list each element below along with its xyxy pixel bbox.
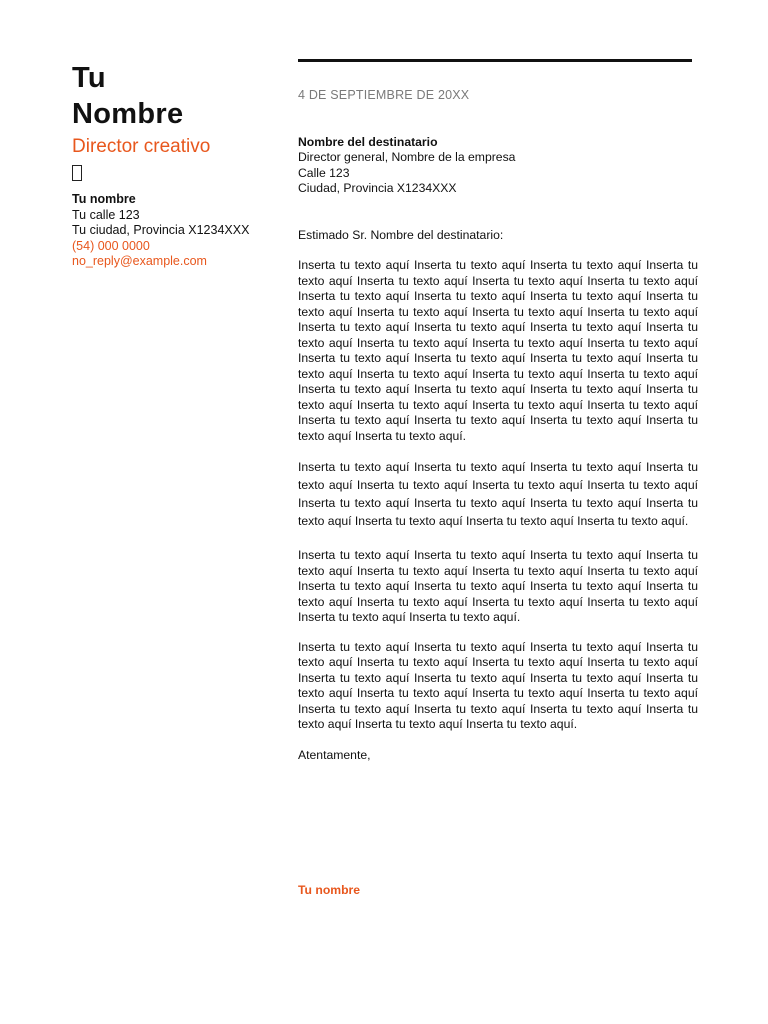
placeholder-glyph-icon (72, 162, 86, 184)
letter-paragraph-4: Inserta tu texto aquí Inserta tu texto aquí Inserta tu texto aquí Inserta tu texto aquí Inserta tu texto aquí Inserta tu texto aquí Inserta tu texto aquí Inserta tu texto aquí Inserta tu texto aquí Inserta tu texto aquí Inserta tu texto aquí Inserta tu texto aquí Inserta tu texto aquí Inserta tu texto aquí Inserta tu texto aquí Inserta tu texto aquí Inserta tu texto aquí Inserta tu texto aquí Inserta tu texto aquí Inserta tu texto aquí. (298, 639, 698, 731)
sender-name-line2: Nombre (72, 98, 184, 130)
sender-column (72, 60, 272, 270)
sender-name-line1: Tu (72, 62, 106, 94)
sender-email-link[interactable]: no_reply@example.com (72, 254, 207, 268)
header-rule (298, 59, 692, 62)
sender-title: Director creativo (72, 136, 211, 157)
sender-phone: (54) 000 0000 (72, 238, 150, 253)
letter-paragraph-3: Inserta tu texto aquí Inserta tu texto aquí Inserta tu texto aquí Inserta tu texto aquí Inserta tu texto aquí Inserta tu texto aquí Inserta tu texto aquí Inserta tu texto aquí Inserta tu texto aquí Inserta tu texto aquí Inserta tu texto aquí Inserta tu texto aquí Inserta tu texto aquí Inserta tu texto aquí Inserta tu texto aquí Inserta tu texto aquí. (298, 548, 698, 624)
letter-closing: Atentamente, (298, 747, 371, 762)
sender-contact (72, 192, 272, 270)
letter-greeting: Estimado Sr. Nombre del destinatario: (298, 227, 504, 242)
letter-signature: Tu nombre (298, 883, 361, 897)
recipient-block (298, 135, 698, 197)
sender-street: Tu calle 123 (72, 207, 140, 222)
letter-paragraph-2: Inserta tu texto aquí Inserta tu texto aquí Inserta tu texto aquí Inserta tu texto aquí Inserta tu texto aquí Inserta tu texto aquí Inserta tu texto aquí Inserta tu texto aquí Inserta tu texto aquí Inserta tu texto aquí Inserta tu texto aquí Inserta tu texto aquí Inserta tu texto aquí Inserta tu texto aquí. (298, 460, 698, 528)
sender-city: Tu ciudad, Provincia X1234XXX (72, 223, 250, 237)
sender-name (72, 60, 272, 132)
recipient-city: Ciudad, Provincia X1234XXX (298, 181, 457, 195)
recipient-street: Calle 123 (298, 165, 350, 180)
recipient-position: Director general, Nombre de la empresa (298, 150, 516, 164)
letter-paragraph-1: Inserta tu texto aquí Inserta tu texto aquí Inserta tu texto aquí Inserta tu texto aquí Inserta tu texto aquí Inserta tu texto aquí Inserta tu texto aquí Inserta tu texto aquí Inserta tu texto aquí Inserta tu texto aquí Inserta tu texto aquí Inserta tu texto aquí Inserta tu texto aquí Inserta tu texto aquí Inserta tu texto aquí Inserta tu texto aquí Inserta tu texto aquí Inserta tu texto aquí Inserta tu texto aquí Inserta tu texto aquí Inserta tu texto aquí Inserta tu texto aquí Inserta tu texto aquí Inserta tu texto aquí Inserta tu texto aquí Inserta tu texto aquí Inserta tu texto aquí Inserta tu texto aquí Inserta tu texto aquí Inserta tu texto aquí Inserta tu texto aquí Inserta tu texto aquí Inserta tu texto aquí Inserta tu texto aquí Inserta tu texto aquí Inserta tu texto aquí Inserta tu texto aquí Inserta tu texto aquí Inserta tu texto aquí Inserta tu texto aquí. (298, 258, 698, 443)
letter-body (298, 88, 698, 899)
letter-date: 4 DE SEPTIEMBRE DE 20XX (298, 88, 470, 102)
recipient-name: Nombre del destinatario (298, 134, 438, 149)
sender-contact-name: Tu nombre (72, 192, 136, 206)
